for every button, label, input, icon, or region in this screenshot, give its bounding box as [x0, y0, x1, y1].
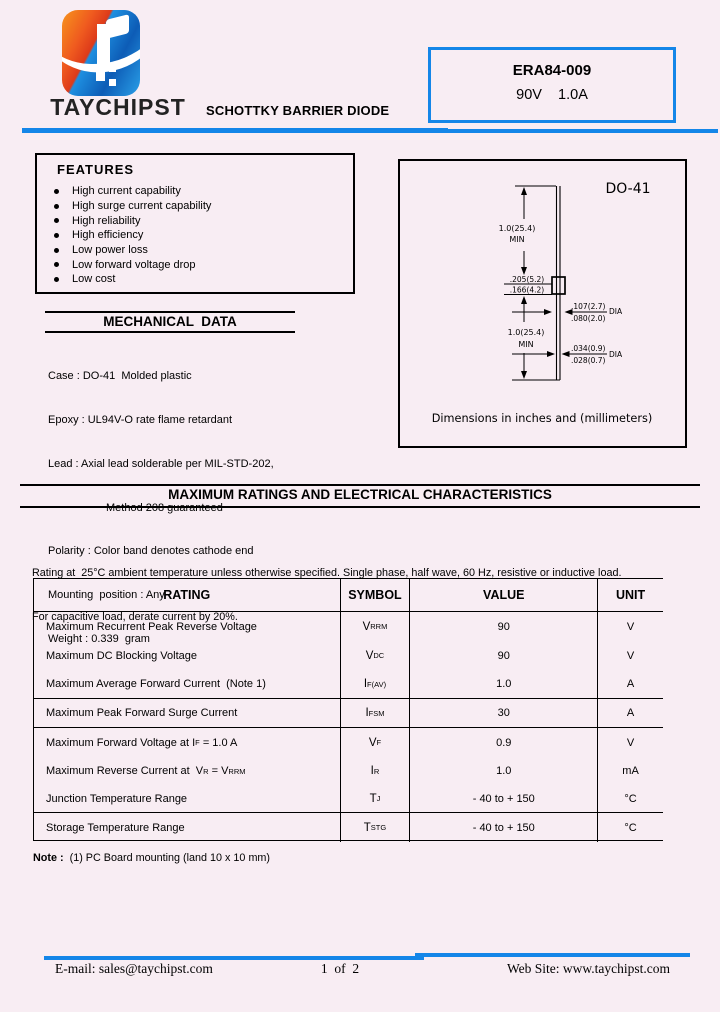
value-cell: 30 [410, 699, 598, 727]
bullet-icon [54, 233, 59, 238]
header-rule [22, 128, 448, 133]
table-row [34, 785, 663, 813]
footer-email[interactable]: E-mail: sales@taychipst.com [55, 961, 213, 976]
mech-line: Mounting position : Any [48, 589, 165, 602]
mech-line: Weight : 0.339 gram [48, 632, 150, 645]
value-cell: 1.0 [410, 757, 598, 785]
feature-text: Low power loss [72, 244, 148, 257]
value-cell: 90 [410, 641, 598, 670]
doc-title: SCHOTTKY BARRIER DIODE [206, 103, 390, 118]
ratings-rule-bottom [20, 506, 700, 508]
package-name: DO-41 [605, 181, 651, 197]
logo-pixel-square [109, 79, 116, 86]
part-rating: 90V 1.0A [516, 87, 588, 103]
value-cell: - 40 to + 150 [410, 785, 598, 812]
symbol-cell: I F(AV) [341, 670, 411, 698]
mech-line: Case : DO-41 Molded plastic [48, 370, 192, 383]
unit-cell: A [626, 678, 635, 690]
table-row [34, 612, 663, 641]
value-cell: - 40 to + 150 [410, 813, 598, 842]
mech-rule-top [45, 311, 295, 313]
arrow-right-icon [547, 351, 555, 357]
rating-cell: Maximum Recurrent Peak Reverse Voltage [34, 612, 341, 641]
dim-label-lead-dia-max: .034(0.9) [571, 344, 606, 353]
arrow-down-icon [521, 371, 527, 379]
feature-item [37, 213, 353, 228]
table-row [34, 813, 663, 842]
rating-cell: Junction Temperature Range [34, 785, 341, 812]
feature-text: High reliability [72, 214, 141, 227]
value-cell: 90 [410, 612, 598, 641]
ratings-condition-line: Rating at 25°C ambient temperature unless otherwise specified. Single phase, half wave, 60 Hz, resistive or inductive load. [32, 566, 622, 579]
feature-item [37, 228, 353, 243]
bullet-icon [54, 248, 59, 253]
unit-cell: V [626, 649, 635, 662]
ratings-condition-line: For capacitive load, derate current by 20%. [32, 610, 238, 623]
table-header-rating: RATING [34, 579, 341, 611]
feature-item [37, 257, 353, 272]
feature-item [37, 199, 353, 214]
unit-cell: mA [622, 765, 639, 777]
table-header-row [34, 579, 663, 612]
unit-cell: V [626, 620, 635, 633]
part-number-box [428, 47, 676, 123]
unit-cell: °C [624, 821, 637, 834]
rating-cell: Maximum Reverse Current at V R = V RRM [34, 757, 341, 785]
feature-text: Low cost [72, 273, 116, 286]
dim-label-body-max: .205(5.2) [509, 275, 545, 284]
symbol-cell: I R [341, 757, 411, 785]
symbol-cell: T STG [341, 813, 411, 842]
table-row [34, 699, 663, 728]
taychipst-logo [62, 10, 140, 96]
symbol-cell: V RRM [341, 612, 411, 641]
footer-page-number: 1 of 2 [320, 961, 360, 976]
symbol-cell: V F [341, 728, 411, 757]
bullet-icon [54, 218, 59, 223]
mech-line: Lead : Axial lead solderable per MIL-STD-202, [48, 457, 274, 470]
footer-rule [44, 956, 424, 960]
dim-label-lead-dia-min: .028(0.7) [571, 356, 606, 365]
dim-label-dia: DIA [609, 307, 623, 316]
table-row [34, 757, 663, 785]
arrow-down-icon [521, 267, 527, 275]
header-rule [448, 129, 718, 133]
bullet-icon [54, 204, 59, 209]
footer-rule [415, 953, 690, 957]
table-header-symbol: SYMBOL [341, 579, 411, 611]
feature-text: Low forward voltage drop [72, 258, 196, 271]
dim-label-min: MIN [518, 340, 534, 349]
table-header-unit: UNIT [615, 588, 646, 602]
ratings-table [33, 578, 663, 841]
features-title: FEATURES [57, 162, 135, 177]
bullet-icon [54, 189, 59, 194]
value-cell: 1.0 [410, 670, 598, 698]
mech-rule-bottom [45, 331, 295, 333]
arrow-up-icon [521, 187, 527, 195]
table-row [34, 670, 663, 699]
logo-pixel-square [109, 65, 116, 72]
dim-label-body-min: .166(4.2) [509, 285, 545, 295]
footer-website[interactable]: Web Site: www.taychipst.com [507, 961, 671, 976]
bullet-icon [54, 277, 59, 282]
ratings-rule-top [20, 484, 700, 486]
arrow-right-icon [544, 309, 552, 315]
features-list [37, 184, 353, 287]
arrow-up-icon [521, 296, 527, 304]
brand-name: TAYCHIPST [50, 94, 186, 120]
dim-label-lead-top: 1.0(25.4) [498, 224, 536, 233]
feature-text: High efficiency [72, 229, 144, 242]
dim-label-body-dia-max: .107(2.7) [571, 302, 606, 311]
rating-cell: Maximum DC Blocking Voltage [34, 641, 341, 670]
ratings-title: MAXIMUM RATINGS AND ELECTRICAL CHARACTERISTICS [168, 487, 552, 502]
feature-item [37, 184, 353, 199]
dim-label-min: MIN [509, 235, 525, 244]
mechanical-data-title: MECHANICAL DATA [103, 314, 237, 329]
mech-line: Epoxy : UL94V-O rate flame retardant [48, 413, 233, 426]
feature-item [37, 272, 353, 287]
footnote-label: Note : [33, 852, 64, 864]
diode-body-rect [552, 277, 565, 294]
rating-cell: Storage Temperature Range [34, 813, 341, 842]
diagram-caption: Dimensions in inches and (millimeters) [431, 412, 653, 425]
feature-text: High surge current capability [72, 200, 212, 213]
rating-cell: Maximum Average Forward Current (Note 1) [34, 670, 341, 698]
symbol-cell: V DC [341, 641, 411, 670]
package-diagram-box [398, 159, 687, 448]
value-cell: 0.9 [410, 728, 598, 757]
logo-pixel-square [96, 72, 105, 81]
unit-cell: °C [624, 792, 637, 805]
footnote-text: (1) PC Board mounting (land 10 x 10 mm) [63, 852, 271, 864]
rating-cell: Maximum Forward Voltage at I F = 1.0 A [34, 728, 341, 757]
table-row [34, 641, 663, 670]
feature-item [37, 243, 353, 258]
dim-label-body-dia-min: .080(2.0) [571, 314, 606, 323]
table-footnote [33, 852, 270, 864]
bullet-icon [54, 262, 59, 267]
dim-label-dia: DIA [609, 350, 623, 359]
rating-cell: Maximum Peak Forward Surge Current [34, 699, 341, 727]
unit-cell: A [626, 707, 635, 719]
part-number: ERA84-009 [512, 62, 592, 79]
table-header-value: VALUE [410, 579, 598, 611]
symbol-cell: T J [341, 785, 411, 812]
dim-label-lead-bottom: 1.0(25.4) [507, 328, 545, 337]
feature-text: High current capability [72, 185, 181, 198]
features-box [35, 153, 355, 294]
unit-cell: V [626, 736, 635, 749]
symbol-cell: I FSM [341, 699, 411, 727]
package-outline-drawing [400, 161, 685, 446]
lead-line [557, 186, 561, 380]
arrow-left-icon [562, 351, 570, 357]
mech-line: Polarity : Color band denotes cathode end [48, 545, 254, 558]
table-row [34, 728, 663, 757]
